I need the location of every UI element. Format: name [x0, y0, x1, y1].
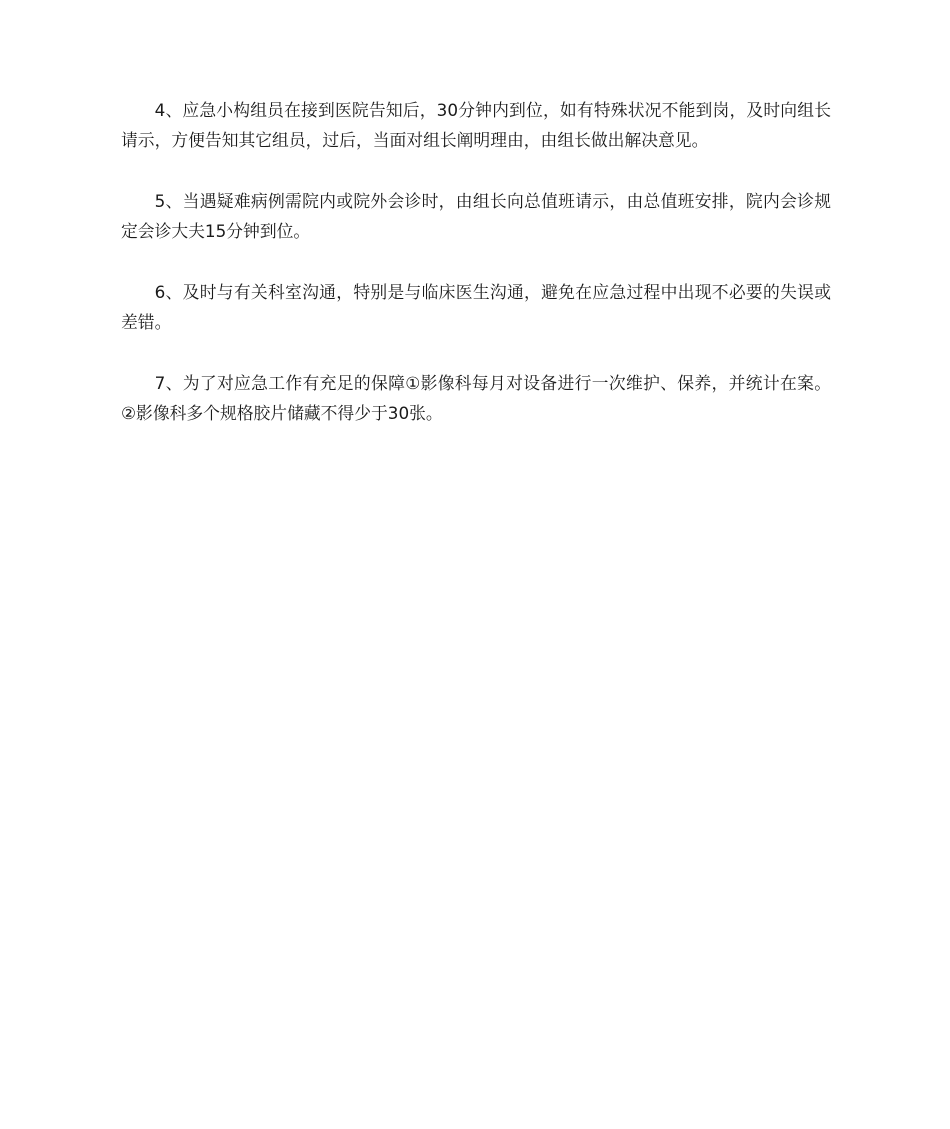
paragraph-item-7: 7、为了对应急工作有充足的保障①影像科每月对设备进行一次维护、保养，并统计在案。②影像科多个规格胶片储藏不得少于30张。 [121, 373, 831, 423]
paragraph-item-5: 5、当遇疑难病例需院内或院外会诊时，由组长向总值班请示，由总值班安排，院内会诊规定会诊大夫15分钟到位。 [121, 191, 831, 241]
paragraph-item-4: 4、应急小构组员在接到医院告知后，30分钟内到位，如有特殊状况不能到岗，及时向组长请示，方便告知其它组员，过后，当面对组长阐明理由，由组长做出解决意见。 [121, 100, 831, 150]
paragraph-item-6: 6、及时与有关科室沟通，特别是与临床医生沟通，避免在应急过程中出现不必要的失误或差错。 [121, 282, 831, 332]
document-body [121, 95, 831, 459]
